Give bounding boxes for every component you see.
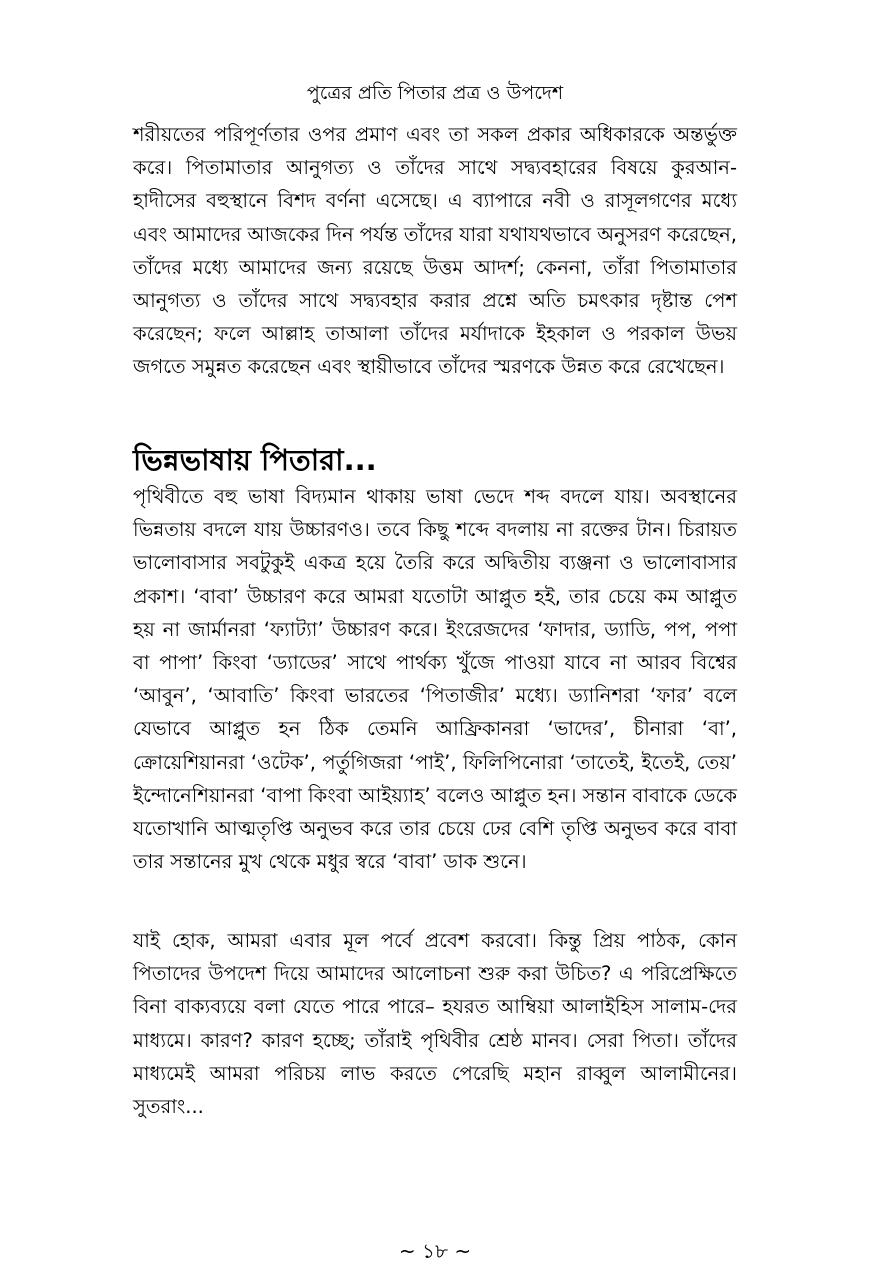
running-header-title: পুত্রের প্রতি পিতার প্রত্র ও উপদেশ [306,82,564,104]
section-heading: ভিন্নভাষায় পিতারা... [133,443,377,477]
body-paragraph-1: শরীয়তের পরিপূর্ণতার ওপর প্রমাণ এবং তা সকল প্রকার অধিকারকে অন্তর্ভুক্ত করে। পিতামাতার আনুগত্য ও তাঁদের সাথে সদ্ব্যবহারের বিষয়ে কুরআন-হাদীসের বহুস্থানে বিশদ বর্ণনা এসেছে। এ ব্যাপারে নবী ও রাসূলগণের মধ্যে এবং আমাদের আজকের দিন পর্যন্ত তাঁদের যারা যথাযথভাবে অনুসরণ করেছেন, তাঁদের মধ্যে আমাদের জন্য রয়েছে উত্তম আদর্শ; কেননা, তাঁরা পিতামাতার আনুগত্য ও তাঁদের সাথে সদ্ব্যবহার করার প্রশ্নে অতি চমৎকার দৃষ্টান্ত পেশ করেছেন; ফলে আল্লাহ তাআলা তাঁদের মর্যাদাকে ইহকাল ও পরকাল উভয় জগতে সমুন্নত করেছেন এবং স্থায়ীভাবে তাঁদের স্মরণকে উন্নত করে রেখেছেন। [133,123,737,379]
body-paragraph-3: যাই হোক, আমরা এবার মূল পর্বে প্রবেশ করবো। কিন্তু প্রিয় পাঠক, কোন পিতাদের উপদেশ দিয়ে আমাদের আলোচনা শুরু করা উচিত? এ পরিপ্রেক্ষিতে বিনা বাক্যব্যয়ে বলা যেতে পারে পারে– হযরত আম্বিয়া আলাইহিস সালাম-দের মাধ্যমে। কারণ? কারণ হচ্ছে; তাঁরাই পৃথিবীর শ্রেষ্ঠ মানব। সেরা পিতা। তাঁদের মাধ্যমেই আমরা পরিচয় লাভ করতে পেরেছি মহান রাব্বুল আলামীনের। সুতরাং... [133,929,737,1119]
page-number: ~ ১৮ ~ [398,1239,472,1263]
body-paragraph-2: পৃথিবীতে বহু ভাষা বিদ্যমান থাকায় ভাষা ভেদে শব্দ বদলে যায়। অবস্থানের ভিন্নতায় বদলে যায় উচ্চারণও। তবে কিছু শব্দে বদলায় না রক্তের টান। চিরায়ত ভালোবাসার সবটুকুই একত্র হয়ে তৈরি করে অদ্বিতীয় ব্যঞ্জনা ও ভালোবাসার প্রকাশ। ‘বাবা’ উচ্চারণ করে আমরা যতোটা আপ্লুত হই, তার চেয়ে কম আপ্লুত হয় না জার্মানরা ‘ফ্যাট্যা’ উচ্চারণ করে। ইংরেজদের ‘ফাদার, ড্যাডি, পপ, পপা বা পাপা’ কিংবা ‘ড্যাডের’ সাথে পার্থক্য খুঁজে পাওয়া যাবে না আরব বিশ্বের ‘আবুন’, ‘আবাতি’ কিংবা ভারতের ‘পিতাজীর’ মধ্যে। ড্যানিশরা ‘ফার’ বলে যেভাবে আপ্লুত হন ঠিক তেমনি আফ্রিকানরা ‘ভাদের’, চীনারা ‘বা’, ক্রোয়েশিয়ানরা ‘ওটেক’, পর্তুগিজরা ‘পাই’, ফিলিপিনোরা ‘তাতেই, ইতেই, তেয়’ ইন্দোনেশিয়ানরা ‘বাপা কিংবা আইয়্যাহ’ বলেও আপ্লুত হন। সন্তান বাবাকে ডেকে যতোখানি আত্মতৃপ্তি অনুভব করে তার চেয়ে ঢের বেশি তৃপ্তি অনুভব করে বাবা তার সন্তানের মুখ থেকে মধুর স্বরে ‘বাবা’ ডাক শুনে। [133,485,737,874]
